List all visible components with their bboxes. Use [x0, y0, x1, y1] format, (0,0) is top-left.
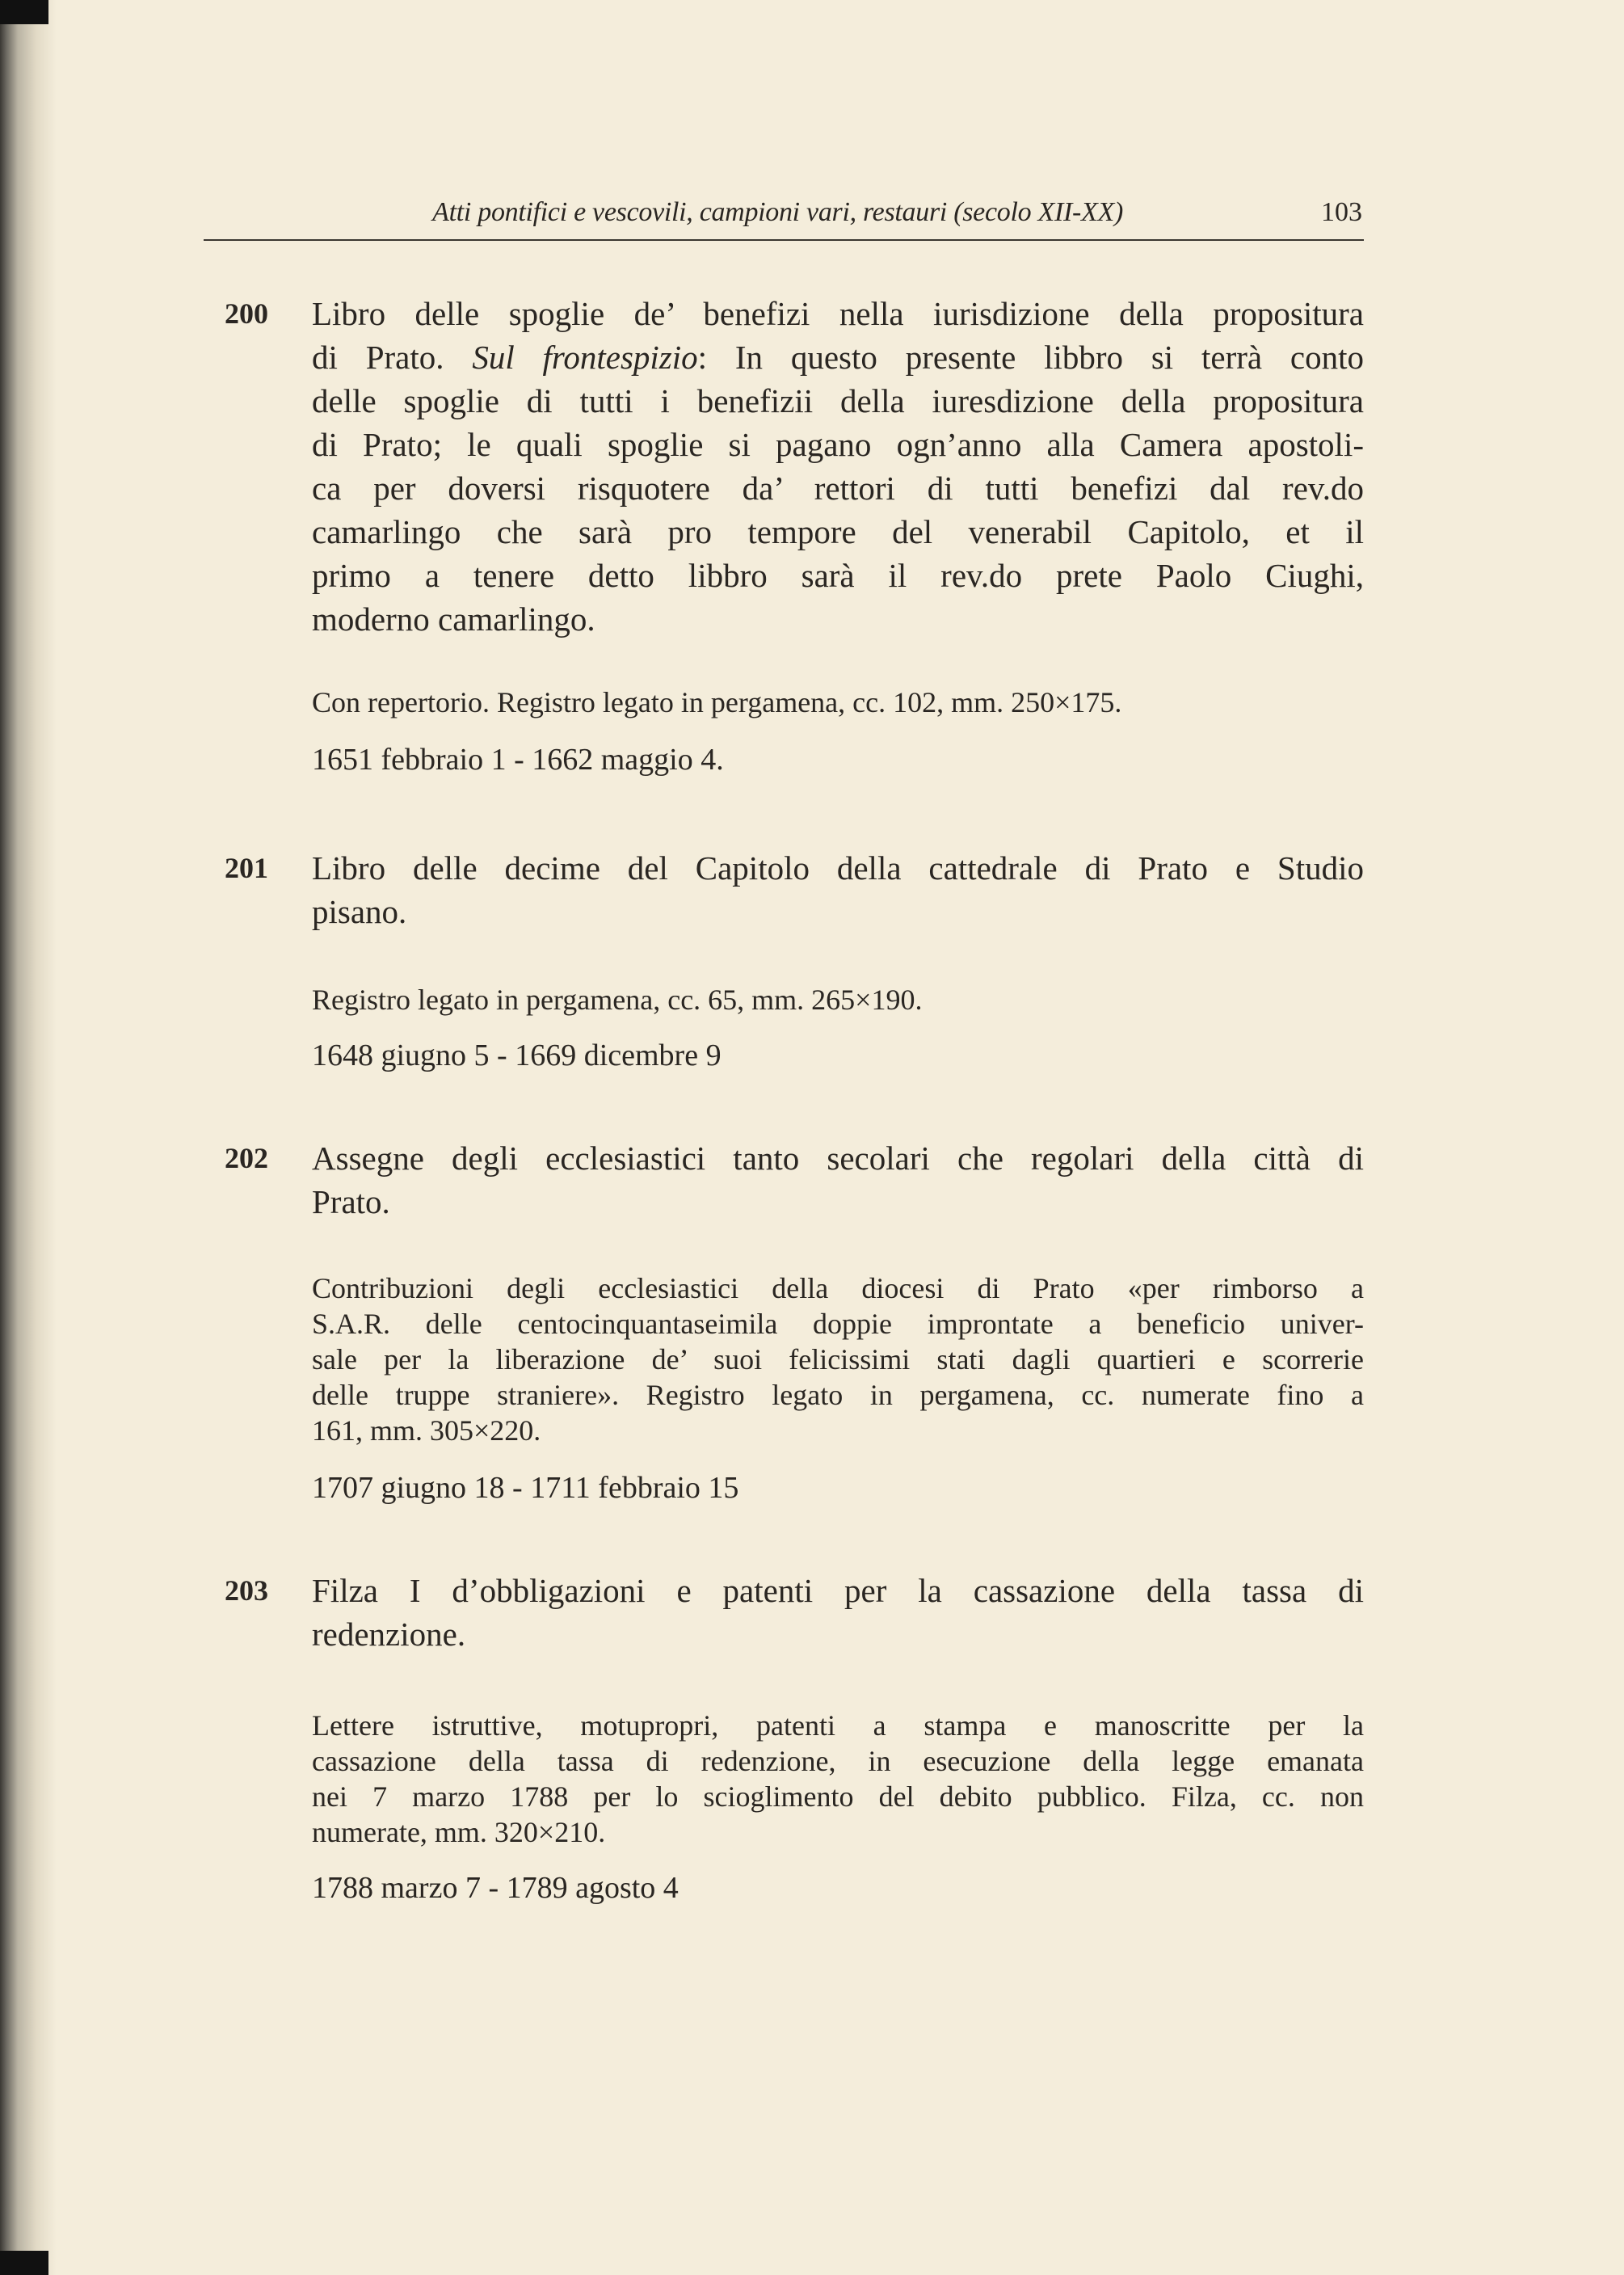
description-line: Registro legato in pergamena, cc. 65, mm. 265×190. [312, 984, 923, 1016]
italic-label: Sul frontespizio [472, 339, 698, 376]
entry-title [312, 1569, 1364, 1656]
title-line [312, 1136, 1364, 1180]
text-segment: moderno camarlingo. [312, 600, 595, 638]
title-line [312, 554, 1364, 597]
page-number: 103 [1321, 197, 1362, 227]
text-segment: pisano. [312, 893, 407, 930]
text-segment: delle spoglie di tutti i benefizii della iuresdizione della propositura [312, 382, 1364, 419]
running-title: Atti pontifici e vescovili, campioni vari, restauri (secolo XII-XX) [432, 197, 1123, 227]
description-line: S.A.R. delle centocinquantaseimila doppie improntate a beneficio univer- [312, 1308, 1364, 1340]
header-rule [204, 239, 1364, 241]
title-line [312, 510, 1364, 554]
text-segment: camarlingo che sarà pro tempore del venerabil Capitolo, et il [312, 513, 1364, 550]
running-header [202, 194, 1365, 239]
text-segment: : In questo presente libbro si terrà conto [697, 339, 1364, 376]
text-segment: Prato. [312, 1183, 390, 1220]
title-line [312, 423, 1364, 466]
text-segment: di Prato; le quali spoglie si pagano ogn’anno alla Camera apostoli- [312, 426, 1364, 463]
entry-number: 203 [225, 1574, 268, 1607]
entry-description [312, 1708, 1364, 1850]
title-line [312, 466, 1364, 510]
text-segment: Assegne degli ecclesiastici tanto secolari che regolari della città di [312, 1140, 1364, 1177]
title-line [312, 379, 1364, 423]
title-line [312, 335, 1364, 379]
entry-dates: 1651 febbraio 1 - 1662 maggio 4. [312, 743, 724, 777]
text-segment: ca per doversi risquotere da’ rettori di tutti benefizi dal rev.do [312, 470, 1364, 507]
description-line: cassazione della tassa di redenzione, in esecuzione della legge emanata [312, 1745, 1364, 1777]
entry-dates: 1648 giugno 5 - 1669 dicembre 9 [312, 1038, 722, 1072]
title-line [312, 1569, 1364, 1612]
description-line: 161, mm. 305×220. [312, 1414, 541, 1447]
description-line: Lettere istruttive, motupropri, patenti a stampa e manoscritte per la [312, 1709, 1364, 1742]
description-line: Contribuzioni degli ecclesiastici della diocesi di Prato «per rimborso a [312, 1272, 1364, 1304]
text-segment: Libro delle spoglie de’ benefizi nella iurisdizione della propositura [312, 295, 1364, 332]
description-line: sale per la liberazione de’ suoi felicissimi stati dagli quartieri e scorrerie [312, 1343, 1364, 1376]
description-line: Con repertorio. Registro legato in pergamena, cc. 102, mm. 250×175. [312, 686, 1122, 718]
title-line [312, 1180, 1364, 1224]
text-segment: primo a tenere detto libbro sarà il rev.do prete Paolo Ciughi, [312, 557, 1364, 594]
text-segment: Libro delle decime del Capitolo della cattedrale di Prato e Studio [312, 849, 1364, 887]
entry-dates: 1788 marzo 7 - 1789 agosto 4 [312, 1871, 679, 1905]
entry-description [312, 1270, 1364, 1448]
title-line [312, 890, 1364, 933]
entry-title [312, 1136, 1364, 1224]
scan-corner [0, 2251, 48, 2275]
entry-dates: 1707 giugno 18 - 1711 febbraio 15 [312, 1471, 739, 1505]
entry-number: 200 [225, 297, 268, 330]
entry-title [312, 292, 1364, 641]
text-segment: redenzione. [312, 1616, 466, 1653]
entry-description [312, 982, 1364, 1017]
title-line [312, 846, 1364, 890]
entry-title [312, 846, 1364, 933]
description-line: nei 7 marzo 1788 per lo scioglimento del debito pubblico. Filza, cc. non [312, 1780, 1364, 1813]
description-line: numerate, mm. 320×210. [312, 1816, 606, 1848]
title-line [312, 292, 1364, 335]
text-segment: di Prato. [312, 339, 473, 376]
text-segment: Filza I d’obbligazioni e patenti per la cassazione della tassa di [312, 1572, 1364, 1609]
page-gutter-shadow [0, 0, 57, 2275]
title-line [312, 597, 1364, 641]
entry-description [312, 685, 1364, 720]
title-line [312, 1612, 1364, 1656]
scan-corner [0, 0, 48, 24]
description-line: delle truppe straniere». Registro legato in pergamena, cc. numerate fino a [312, 1379, 1364, 1411]
entry-number: 201 [225, 852, 268, 884]
entry-number: 202 [225, 1142, 268, 1174]
